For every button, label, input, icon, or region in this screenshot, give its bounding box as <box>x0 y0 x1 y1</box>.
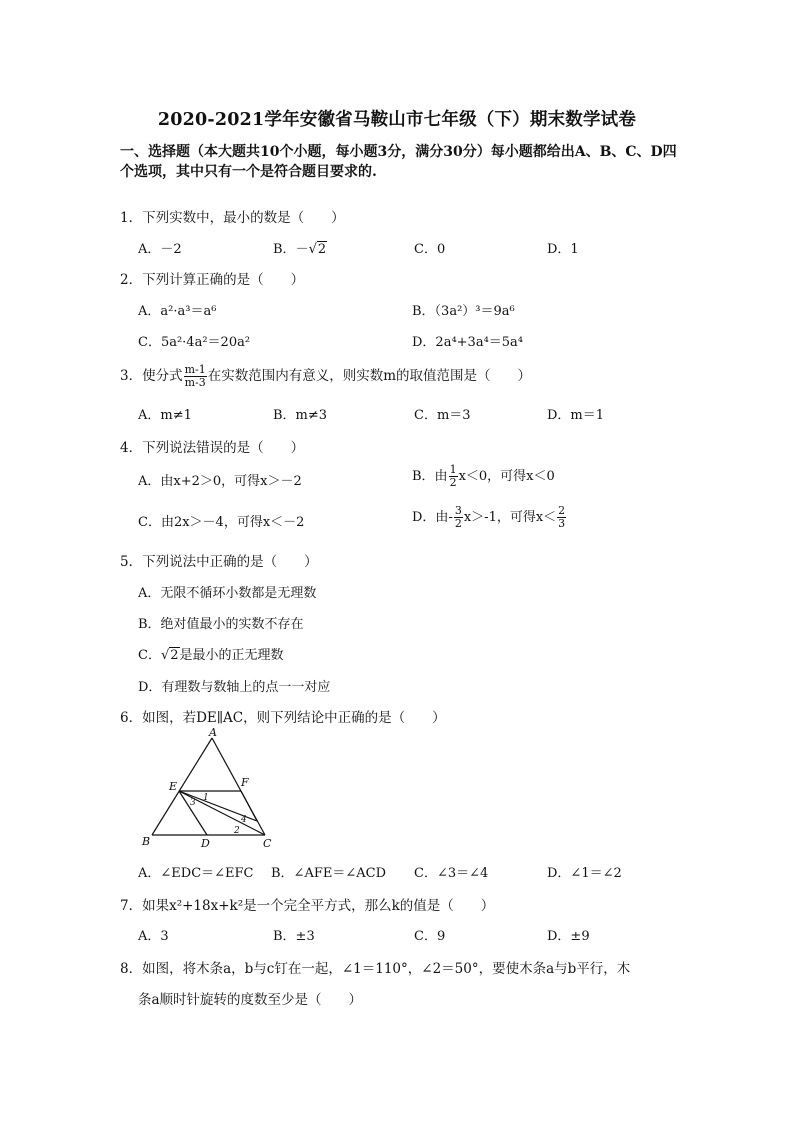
question-5: 5．下列说法中正确的是（ ） <box>120 554 318 570</box>
q2-option-a: A．a²·a³＝a⁶ <box>138 304 217 319</box>
fraction: $\frac{2}{3}$ <box>558 504 566 530</box>
page-title: 2020-2021学年安徽省马鞍山市七年级（下）期末数学试卷 <box>157 110 637 130</box>
segment-ab <box>152 738 212 835</box>
label-a: A <box>209 728 217 739</box>
q1-option-b: B．－√2 <box>273 242 327 257</box>
q1-option-b-label: B． <box>273 242 296 257</box>
q2-option-c: C．5a²·4a²＝20a² <box>138 335 251 350</box>
q7-option-d: D．±9 <box>547 929 590 944</box>
question-2: 2．下列计算正确的是（ ） <box>120 272 305 288</box>
angle-label-4: 4 <box>241 815 247 825</box>
q7-option-b: B．±3 <box>273 929 315 944</box>
q4-option-a: A．由x+2＞0，可得x＞－2 <box>138 474 302 489</box>
q7-option-c: C．9 <box>414 929 446 944</box>
q7-option-a: A．3 <box>138 929 169 944</box>
question-8-line-1: 8．如图，将木条a，b与c钉在一起，∠1＝110°，∠2＝50°，要使木条a与b平行，木 <box>120 961 631 977</box>
q6-option-d: D．∠1＝∠2 <box>547 866 622 881</box>
q4-option-d: D．由- $\frac{3}{2}$ x＞-1，可得x＜ $\frac{2}{3}$ <box>412 504 566 530</box>
question-3: 3．使分式 $\frac{m-1}{m-3}$ 在实数范围内有意义，则实数m的取值范围是（ ） <box>120 363 532 389</box>
q4-option-b: B．由 $\frac{1}{2}$ x＜0，可得x＜0 <box>412 463 555 489</box>
question-1: 1．下列实数中，最小的数是（ ） <box>120 210 345 226</box>
q4-option-c: C．由2x＞－4，可得x＜－2 <box>138 515 305 530</box>
q1-option-d: D．1 <box>547 242 579 257</box>
question-6: 6．如图，若DE∥AC，则下列结论中正确的是（ ） <box>120 710 446 726</box>
question-7: 7．如果x²+18x+k²是一个完全平方式，那么k的值是（ ） <box>120 898 495 914</box>
q5-option-d: D．有理数与数轴上的点一一对应 <box>138 680 331 695</box>
label-e: E <box>169 780 178 793</box>
angle-label-2: 2 <box>234 826 240 836</box>
label-f: F <box>241 776 249 789</box>
fraction: $\frac{3}{2}$ <box>454 504 462 530</box>
q6-option-a: A．∠EDC＝∠EFC <box>138 866 254 881</box>
question-4: 4．下列说法错误的是（ ） <box>120 440 305 456</box>
q2-option-b: B．（3a²）³＝9a⁶ <box>412 304 515 319</box>
label-d: D <box>201 837 210 850</box>
q3-option-b: B．m≠3 <box>273 408 328 423</box>
label-b: B <box>142 835 151 848</box>
q5-option-c: C．√2是最小的正无理数 <box>138 648 284 663</box>
q5-option-b: B．绝对值最小的实数不存在 <box>138 617 304 632</box>
q5-option-a: A．无限不循环小数都是无理数 <box>138 586 317 601</box>
q1-option-a: A．－2 <box>138 242 182 257</box>
fraction: $\frac{1}{2}$ <box>449 463 457 489</box>
q2-option-d: D．2a⁴+3a⁴＝5a⁴ <box>412 335 524 350</box>
q6-option-c: C．∠3＝∠4 <box>414 866 489 881</box>
q3-option-d: D．m＝1 <box>547 408 605 423</box>
sqrt-symbol: √2 <box>308 242 327 257</box>
section-heading: 一、选择题（本大题共10个小题，每小题3分，满分30分）每小题都给出A、B、C、D四个选项，其中只有一个是符合题目要求的. <box>120 144 677 180</box>
q1-option-c: C．0 <box>414 242 446 257</box>
label-c: C <box>263 837 272 850</box>
q3-option-a: A．m≠1 <box>138 408 192 423</box>
angle-label-3: 3 <box>190 798 196 808</box>
q3-option-c: C．m＝3 <box>414 408 471 423</box>
triangle-figure <box>135 728 275 850</box>
angle-label-1: 1 <box>203 793 209 803</box>
question-8-line-2: 条a顺时针旋转的度数至少是（ ） <box>138 992 363 1008</box>
sqrt-symbol: √2 <box>160 648 179 663</box>
fraction: $\frac{m-1}{m-3}$ <box>184 363 206 389</box>
q6-option-b: B．∠AFE＝∠ACD <box>271 866 386 881</box>
